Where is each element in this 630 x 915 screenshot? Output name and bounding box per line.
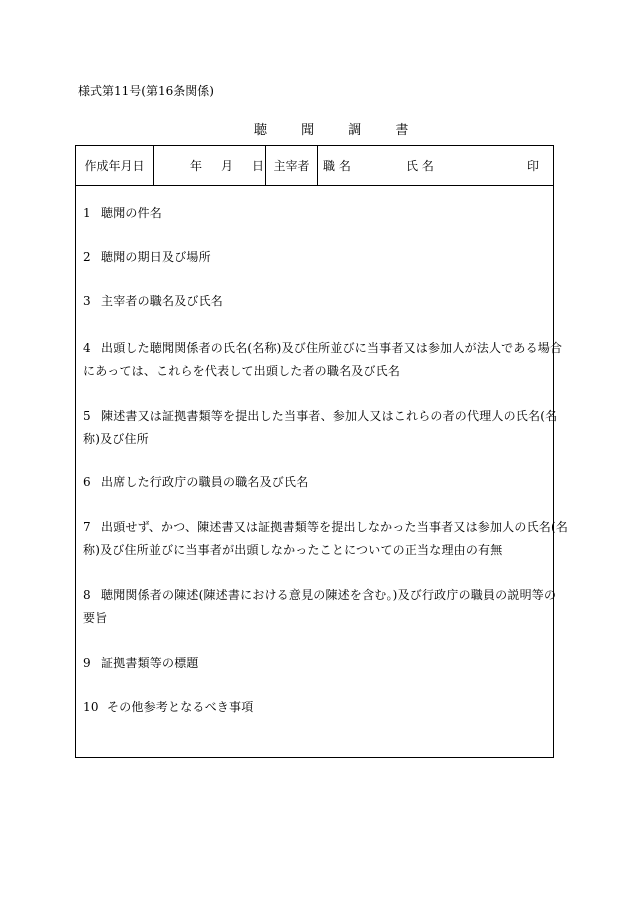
- item-text: 聴聞関係者の陳述(陳述書における意見の陳述を含む。)及び行政庁の職員の説明等の: [101, 588, 557, 602]
- item-number: 4: [83, 341, 91, 355]
- item-line-first: [83, 337, 563, 360]
- month-label: 月: [221, 159, 234, 173]
- list-item: [83, 471, 549, 494]
- item-line-continued: [83, 360, 549, 383]
- name-label: 氏 名: [406, 159, 434, 173]
- item-text: 証拠書類等の標題: [101, 656, 199, 670]
- item-text: 陳述書又は証拠書類等を提出した当事者、参加人又はこれらの者の代理人の氏名(名: [101, 409, 558, 423]
- list-item: [83, 290, 549, 313]
- item-line-first: [83, 471, 549, 494]
- presider-field: [318, 146, 553, 185]
- date-label: 作成年月日: [76, 146, 154, 185]
- document-title: 聴 聞 調 書: [254, 123, 424, 138]
- item-number: 3: [83, 294, 91, 308]
- date-field: [154, 146, 266, 185]
- item-text: にあっては、これらを代表して出頭した者の職名及び氏名: [83, 364, 401, 378]
- list-item: [83, 337, 563, 383]
- item-text: その他参考となるべき事項: [107, 700, 254, 714]
- list-item: [83, 584, 557, 630]
- item-line-continued: [83, 539, 549, 562]
- list-item: [83, 405, 558, 451]
- item-line-first: [83, 584, 557, 607]
- day-label: 日: [252, 159, 265, 173]
- item-line-first: [83, 290, 549, 313]
- item-number: 7: [83, 520, 91, 534]
- year-label: 年: [190, 159, 203, 173]
- item-line-first: [83, 246, 549, 269]
- item-line-continued: [83, 607, 549, 630]
- item-line-first: [83, 202, 549, 225]
- list-item: [83, 696, 549, 719]
- item-text: 聴聞の期日及び場所: [101, 250, 211, 264]
- item-number: 8: [83, 588, 91, 602]
- item-number: 1: [83, 206, 91, 220]
- item-text: 出席した行政庁の職員の職名及び氏名: [101, 475, 309, 489]
- item-text: 要旨: [83, 611, 108, 625]
- item-line-continued: [83, 428, 549, 451]
- position-label: 職 名: [323, 159, 351, 173]
- list-item: [83, 652, 549, 675]
- presider-label: 主宰者: [266, 146, 318, 185]
- item-line-first: [83, 405, 558, 428]
- list-item: [83, 202, 549, 225]
- item-line-first: [83, 516, 569, 539]
- item-text: 聴聞の件名: [101, 206, 163, 220]
- item-line-first: [83, 652, 549, 675]
- item-text: 称)及び住所: [83, 432, 149, 446]
- item-text: 出頭せず、かつ、陳述書又は証拠書類等を提出しなかった当事者又は参加人の氏名(名: [101, 520, 569, 534]
- item-text: 主宰者の職名及び氏名: [101, 294, 224, 308]
- seal-mark: 印: [527, 159, 540, 173]
- item-number: 9: [83, 656, 91, 670]
- item-number: 10: [83, 700, 99, 714]
- list-item: [83, 516, 569, 562]
- item-text: 出頭した聴聞関係者の氏名(名称)及び住所並びに当事者又は参加人が法人である場合: [101, 341, 563, 355]
- item-number: 6: [83, 475, 91, 489]
- header-row: [76, 146, 553, 186]
- form-number: 様式第11号(第16条関係): [78, 84, 214, 98]
- hearing-record-form: [75, 145, 569, 758]
- item-text: 称)及び住所並びに当事者が出頭しなかったことについての正当な理由の有無: [83, 543, 503, 557]
- item-line-first: [83, 696, 549, 719]
- item-number: 5: [83, 409, 91, 423]
- list-item: [83, 246, 549, 269]
- item-number: 2: [83, 250, 91, 264]
